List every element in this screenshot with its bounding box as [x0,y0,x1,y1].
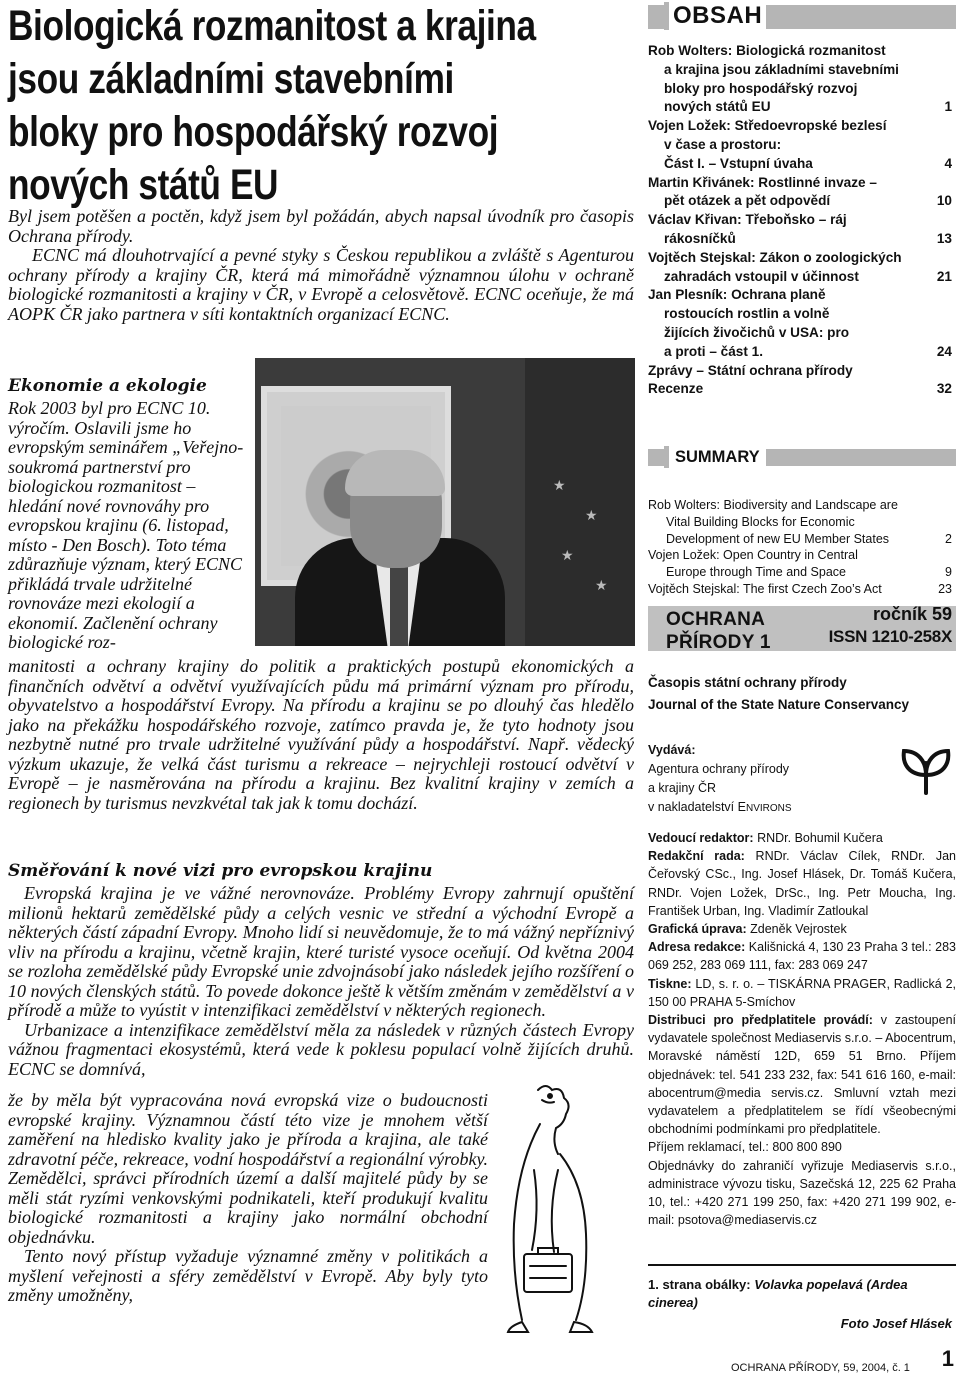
section-text: Urbanizace a intenzifikace zemědělství měla za následek v různých částech Evropy vážnou fragmentaci ekosystémů, která vede k poklesu populací volně žijících druhů. ECNC se domnívá, [8,1019,634,1079]
toc-page-number: 1 [944,99,952,115]
toc-page-number: 10 [936,193,952,209]
toc-line: a proti – část 1. [664,343,763,359]
footer-text: OCHRANA PŘÍRODY, 59, 2004, č. 1 [731,1362,910,1374]
toc-page-number: 4 [944,155,952,171]
lead-paragraph: ECNC má dlouhotrvající a pevné styky s Českou republikou a zvláště s Agenturou ochrany přírody a krajiny ČR, která má mimořádně významnou úlohu v ochraně biologické rozmanitosti a krajiny v ČR, v Evropě a celosvětově. ECNC oceňuje, že má AOPK ČR jako partnera v síti kontaktních organizací ECNC. [8,245,634,324]
toc-entry [648,380,956,399]
journal-name [666,608,771,654]
sidebar [648,0,956,1331]
economy-section-continued [8,657,634,813]
cover-caption: 1. strana obálky: Volavka popelavá (Ardea cinerea) Foto Josef Hlásek [648,1264,956,1333]
toc-line: Vojen Ložek: Středoevropské bezlesí [648,118,887,134]
toc-page-number: 32 [936,381,952,397]
toc-line: Rob Wolters: Biologická rozmanitost [648,43,886,58]
summary-header [648,446,956,468]
section-heading: Směřování k nové vizi pro evropskou krajinu [8,861,433,881]
section-heading: Ekonomie a ekologie [8,376,207,396]
toc-entry [648,174,956,212]
publisher-line: Agentura ochrany přírody [648,762,790,776]
toc-line: Vojtěch Stejskal: Zákon o zoologických [648,249,902,265]
journal-banner [648,600,956,655]
summary-line: Europe through Time and Space [666,565,846,580]
claims-line: Příjem reklamací, tel.: 800 800 890 [648,1140,842,1155]
toc-line: pět otázek a pět odpovědí [664,193,831,209]
toc-line: v čase a prostoru: [664,136,782,152]
summary-heading: SUMMARY [664,446,766,468]
agency-leaf-logo [896,745,956,795]
journal-volume: ročník 59 [872,604,952,624]
toc-line: nových států EU [664,99,771,115]
toc-line: rostoucích rostlin a volně [664,306,830,322]
summary-entry [648,581,956,598]
lead-paragraph: Byl jsem potěšen a poctěn, když jsem byl požádán, abych napsal úvodník pro časopis Ochrana přírody. [8,206,634,246]
journal-issn: ISSN 1210-258X [828,627,952,646]
summary-page-number: 23 [938,581,952,596]
section-text: že by měla být vypracována nová evropská vize o budoucnosti evropské krajiny. Významnou částí této vize je mnohem větší zaměření na hledisko kvality jako je příroda a krajina, ale také zdravotní péče, rekreace, vodní hospodářství a regionální výrobky. Zemědělci, správci přírodních území a další majitelé půdy by se měli stát ryzími venkovskými podnikateli, kteří produkují kvalitu biologické rozmanitosti a krajiny jako normální obchodní objednávku. [8,1090,488,1247]
summary-line: Rob Wolters: Biodiversity and Landscape are [648,498,898,512]
journal-name-line: OCHRANA [666,609,766,630]
section-text: Rok 2003 byl pro ECNC 10. výročím. Oslavili jsme ho evropským seminářem „Veřejno-soukromá partnerství pro biologickou rozmanitost – hledání nové rovnováhy pro evropskou krajinu (6. listopad, místo - Den Bosch). Toto téma zdůrazňuje význam, který ECNC přikládá trvale udržitelné rovnováze mezi ekologií a ekonomií. Začlenění ochrany biologické roz- [8,398,244,652]
contents-header [648,0,956,30]
toc-line: Jan Plesník: Ochrana planě [648,287,826,303]
summary-entry [648,547,956,581]
publisher-label: Vydává: [648,743,696,757]
journal-description [648,672,956,716]
toc-entry [648,362,956,381]
vision-section-continued [8,1091,488,1306]
toc-line: Zprávy – Státní ochrana přírody [648,362,853,378]
toc-entry [648,42,956,117]
page-footer [731,1346,956,1376]
vision-section [8,860,634,1079]
toc-line: žijících živočichů v USA: pro [664,324,850,340]
toc-line: Martin Křivánek: Rostlinné invaze – [648,174,877,190]
toc-line: Část I. – Vstupní úvaha [664,155,813,171]
summary-entry [648,497,956,547]
editorial-info: Vedoucí redaktor: RNDr. Bohumil Kučera Redakční rada: RNDr. Václav Cílek, RNDr. Jan Čeřovský CSc., Ing. Josef Hlásek, Dr. Tomáš Kučera, RNDr. Vojen Ložek, DrSc., Ing. Petr Moucha, Ing. František Urban, Ing. Vladimír Zatloukal Grafická úprava: Zdeněk Vejrostek Adresa redakce: Kališnická 4, 130 23 Praha 3 tel.: 283 069 252, 283 069 111, fax: 283 069 247 Tiskne: LD, s. r. o. – TISKÁRNA PRAGER, Radlická 2, 150 00 PRAHA 5-Smíchov Distribuci pro předplatitele provádí: v zastoupení vydavatele společnost Mediaservis s.r.o. – Abocentrum, Moravské náměstí 12D, 659 51 Brno. Příjem objednávek: tel. 541 233 232, fax: 541 616 160, e-mail: abocentrum@media servis.cz. Smluvní vztah mezi vydavatelem a předplatitelem se řídí všeobecnými obchodními podmínkami pro předplatitele. Příjem reklamací, tel.: 800 800 890 Objednávky do zahraničí vyřizuje Mediaservis s.r.o., administrace vývozu tisku, Sazečská 12, 225 62 Praha 10, tel.: +420 271 199 250, fax: +420 271 199 902, e-mail: psotova@mediaservis.cz [648,829,956,1229]
section-text: Evropská krajina je ve vážné nerovnováze. Problémy Evropy zahrnují opuštění milionů hektarů zemědělské půdy a celých vesnic ve střední a východní Evropě a některých částí západní Evropy. Mnoho lidí si neuvědomuje, že to má vážný nepříznivý vliv na přírodu a krajinu, včetně krajin, které turisté vysoce oceňují. Od května 2004 se rozloha zemědělské půdy Evropské unie zdvojnásobí jako následek jejího rozšíření o 10 nových členských států. To povede dokonce ještě k větším změnám v zemědělství a v přírodě a může to vyústit v intenzifikaci zemědělství v některých regionech. [8,883,634,1020]
publisher-line: a krajiny ČR [648,781,717,795]
article-title [8,0,631,212]
journal-title-en: Journal of the State Nature Conservancy [648,697,910,712]
author-photo [255,358,635,646]
toc-page-number: 21 [936,268,952,284]
toc-entry [648,286,956,361]
title-line: bloky pro hospodářský rozvoj [8,108,499,156]
section-text: manitosti a ochrany krajiny do politik a praktických postupů ekonomických a finančních odvětví a odvětví využívajících půdu má primární význam pro přírodu, obyvatelstvo a hospodářství Evropy. Na přírodu a krajinu se po dlouhý čas hledělo jako na překážku hospodářského rozvoje, zatímco pravda je, že tyto hodnoty jsou nezbytně nutné pro trvale udržitelné využívání půdy a hospodářství. Např. vědecký výzkum ukazuje, že velká část turismu a rekreace – nejrychleji rostoucí odvětví v Evropě – je nasměrována na přírodu a krajinu. Bez kvalitní krajiny v zemích a regionech by turismus nevzkvétal tak jak k tomu dochází. [8,656,634,813]
toc-line: Recenze [648,381,704,397]
journal-name-line: PŘÍRODY 1 [666,632,771,653]
summary-page-number: 2 [945,531,952,546]
summary-line: Vojen Ložek: Open Country in Central [648,548,858,563]
toc-line: a krajina jsou základními stavebními [664,61,899,77]
title-line: jsou základními stavebními [8,55,454,103]
toc-line: bloky pro hospodářský rozvoj [664,80,858,96]
abroad-orders: Objednávky do zahraničí vyřizuje Mediaservis s.r.o., administrace vývozu tisku, Sazečská 12, 225 62 Praha 10, tel.: +420 271 199 250, fax: +420 271 199 902, e-mail: psotova@mediaservis.cz [648,1158,956,1228]
article [8,0,634,1383]
contents-heading: OBSAH [664,2,766,30]
section-text: Tento nový přístup vyžaduje významné změny v politikách a myšlení veřejnosti a sféry zemědělství v Evropě. Aby byly tyto změny umožněny, [8,1246,488,1305]
publisher-info [648,741,878,818]
journal-title-cz: Časopis státní ochrany přírody [648,675,847,690]
bear-cartoon [478,1070,638,1340]
toc-entry [648,117,956,173]
toc-line: rákosníčků [664,230,736,246]
summary-line: Vital Building Blocks for Economic [666,514,855,529]
toc-line: Václav Křivan: Třeboňsko – ráj [648,212,847,228]
summary-list [648,497,956,598]
summary-line: Development of new EU Member States [666,531,890,546]
toc-page-number: 24 [936,343,952,359]
summary-page-number: 9 [945,565,952,580]
table-of-contents [648,42,956,399]
toc-page-number: 13 [936,230,952,246]
article-lead [8,207,634,324]
toc-line: zahradách vstoupil v účinnost [664,268,859,284]
title-line: nových států EU [8,161,279,209]
economy-section [8,375,244,653]
title-line: Biologická rozmanitost a krajina [8,2,536,50]
photo-credit: Foto Josef Hlásek [840,1316,952,1331]
page-number: 1 [941,1346,954,1371]
summary-line: Vojtěch Stejskal: The first Czech Zoo’s Act [648,581,882,596]
eu-flag: ★ ★ ★ ★ [525,358,635,646]
publisher-imprint: v nakladatelství ENVIRONS [648,800,792,814]
toc-entry [648,249,956,287]
toc-entry [648,211,956,249]
